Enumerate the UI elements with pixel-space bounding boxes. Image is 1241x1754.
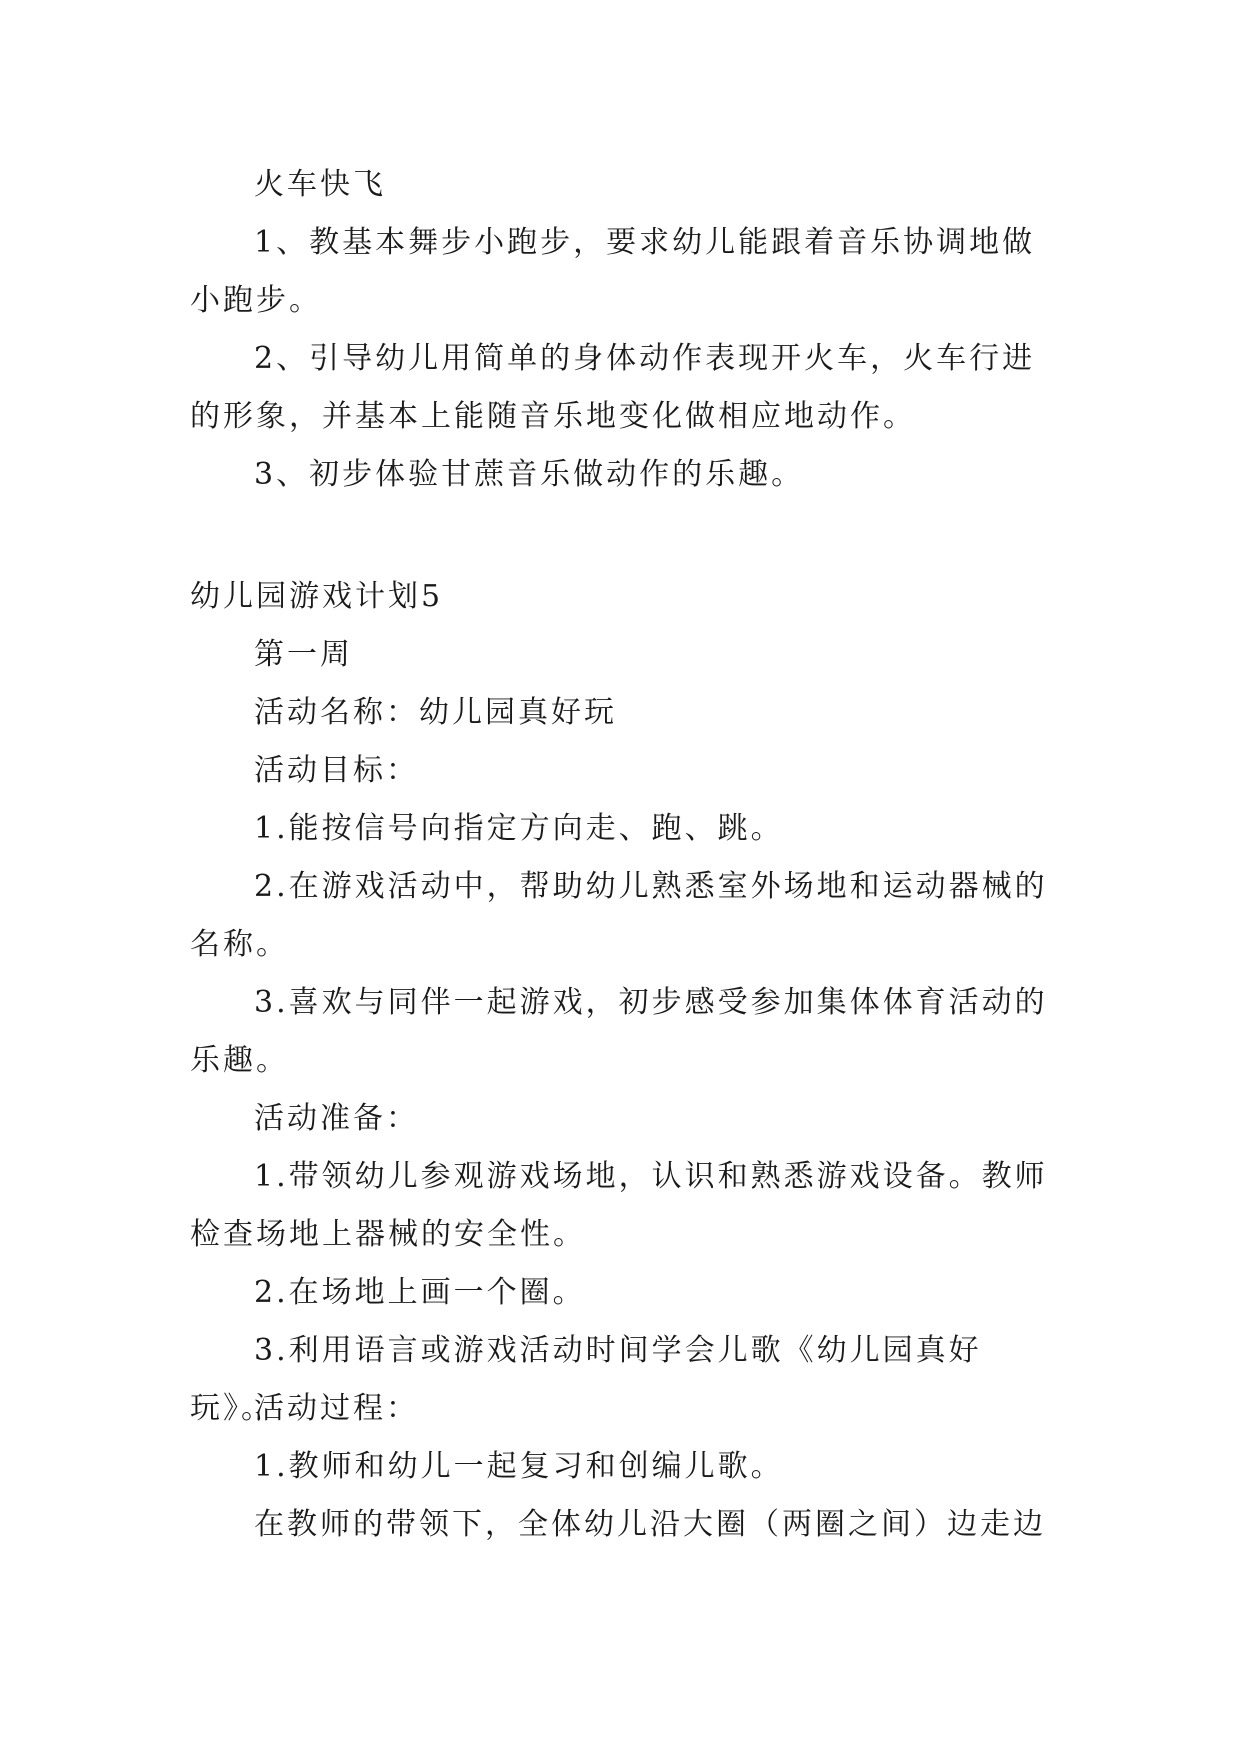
goal-item-2: 2、引导幼儿用简单的身体动作表现开火车，火车行进的形象，并基本上能随音乐地变化做相应地动作。 (190, 341, 1036, 434)
prep-item-1: 1.带领幼儿参观游戏场地，认识和熟悉游戏设备。教师检查场地上器械的安全性。 (190, 1159, 1048, 1252)
prep-item-3: 3.利用语言或游戏活动时间学会儿歌《幼儿园真好玩》。 (190, 1333, 982, 1426)
week-label: 第一周 (254, 637, 353, 672)
process-item-1: 1.教师和幼儿一起复习和创编儿歌。 (254, 1449, 784, 1484)
section-title: 火车快飞 (254, 167, 386, 202)
section-heading: 幼儿园游戏计划5 (190, 579, 444, 614)
goals-label: 活动目标： (254, 753, 419, 788)
activity-name: 活动名称：幼儿园真好玩 (254, 695, 617, 730)
goal-item-1b: 1.能按信号向指定方向走、跑、跳。 (254, 811, 784, 846)
process-text: 在教师的带领下，全体幼儿沿大圈（两圈之间）边走边 (254, 1507, 1046, 1542)
goal-item-1: 1、教基本舞步小跑步，要求幼儿能跟着音乐协调地做小跑步。 (190, 225, 1036, 318)
prep-item-2: 2.在场地上画一个圈。 (254, 1275, 586, 1310)
prep-label: 活动准备： (254, 1101, 419, 1136)
goal-item-3: 3、初步体验甘蔗音乐做动作的乐趣。 (254, 457, 805, 492)
process-label: 活动过程： (254, 1391, 419, 1426)
goal-item-3b: 3.喜欢与同伴一起游戏，初步感受参加集体体育活动的乐趣。 (190, 985, 1048, 1078)
goal-item-2b: 2.在游戏活动中，帮助幼儿熟悉室外场地和运动器械的名称。 (190, 869, 1048, 962)
